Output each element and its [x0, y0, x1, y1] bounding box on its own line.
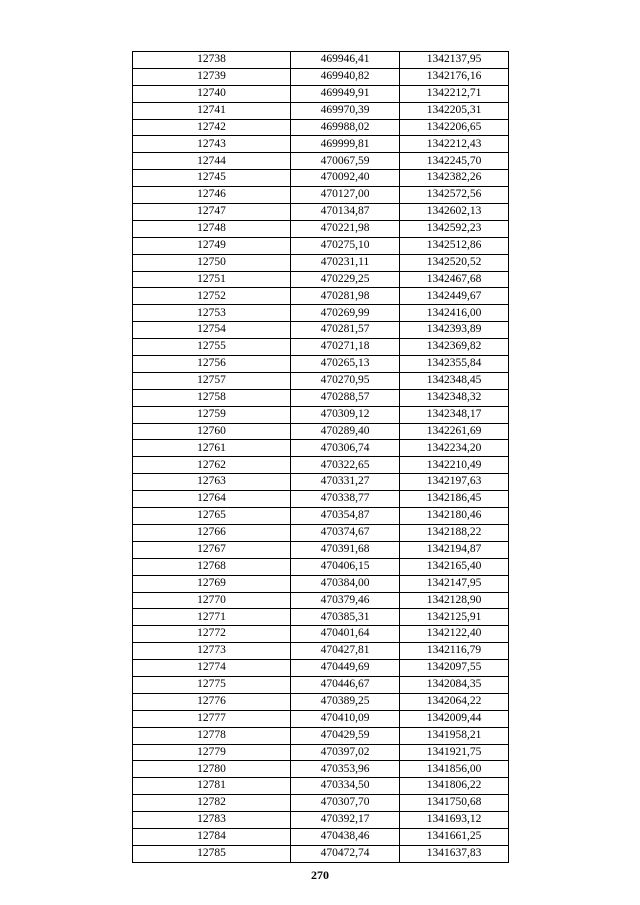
cell-point-id: 12761	[133, 440, 291, 457]
table-row	[133, 474, 509, 491]
cell-coordinate-y: 1342137,95	[400, 52, 509, 69]
cell-coordinate-x: 469949,91	[291, 85, 400, 102]
cell-coordinate-x: 470281,57	[291, 322, 400, 339]
cell-coordinate-x: 469946,41	[291, 52, 400, 69]
cell-coordinate-x: 470231,11	[291, 254, 400, 271]
cell-coordinate-x: 470306,74	[291, 440, 400, 457]
cell-coordinate-y: 1342512,86	[400, 237, 509, 254]
table-row	[133, 508, 509, 525]
cell-point-id: 12783	[133, 812, 291, 829]
cell-point-id: 12785	[133, 845, 291, 862]
table-row	[133, 778, 509, 795]
table-row	[133, 744, 509, 761]
coordinate-table-container	[132, 51, 508, 863]
table-row	[133, 727, 509, 744]
cell-coordinate-x: 470271,18	[291, 339, 400, 356]
cell-point-id: 12764	[133, 491, 291, 508]
cell-coordinate-y: 1341693,12	[400, 812, 509, 829]
cell-point-id: 12766	[133, 524, 291, 541]
cell-coordinate-x: 470134,87	[291, 204, 400, 221]
cell-coordinate-y: 1342128,90	[400, 592, 509, 609]
cell-coordinate-x: 470334,50	[291, 778, 400, 795]
cell-point-id: 12784	[133, 828, 291, 845]
cell-coordinate-y: 1342416,00	[400, 305, 509, 322]
cell-coordinate-y: 1342382,26	[400, 170, 509, 187]
cell-point-id: 12760	[133, 423, 291, 440]
cell-coordinate-x: 469970,39	[291, 102, 400, 119]
cell-point-id: 12755	[133, 339, 291, 356]
cell-coordinate-y: 1342348,32	[400, 389, 509, 406]
cell-coordinate-y: 1342602,13	[400, 204, 509, 221]
cell-coordinate-y: 1342449,67	[400, 288, 509, 305]
table-row	[133, 660, 509, 677]
table-row	[133, 136, 509, 153]
cell-coordinate-x: 470067,59	[291, 153, 400, 170]
cell-coordinate-y: 1342205,31	[400, 102, 509, 119]
cell-point-id: 12740	[133, 85, 291, 102]
cell-point-id: 12776	[133, 693, 291, 710]
cell-point-id: 12781	[133, 778, 291, 795]
cell-point-id: 12741	[133, 102, 291, 119]
cell-coordinate-y: 1342188,22	[400, 524, 509, 541]
table-row	[133, 592, 509, 609]
table-row	[133, 119, 509, 136]
cell-point-id: 12759	[133, 406, 291, 423]
table-row	[133, 237, 509, 254]
cell-point-id: 12758	[133, 389, 291, 406]
table-row	[133, 524, 509, 541]
cell-point-id: 12743	[133, 136, 291, 153]
cell-coordinate-y: 1342369,82	[400, 339, 509, 356]
cell-coordinate-x: 470401,64	[291, 626, 400, 643]
table-row	[133, 845, 509, 862]
cell-coordinate-x: 470331,27	[291, 474, 400, 491]
cell-coordinate-y: 1342261,69	[400, 423, 509, 440]
table-row	[133, 389, 509, 406]
cell-point-id: 12763	[133, 474, 291, 491]
cell-coordinate-x: 470322,65	[291, 457, 400, 474]
cell-coordinate-x: 470385,31	[291, 609, 400, 626]
cell-coordinate-x: 469999,81	[291, 136, 400, 153]
cell-point-id: 12773	[133, 643, 291, 660]
cell-coordinate-y: 1342212,71	[400, 85, 509, 102]
cell-point-id: 12744	[133, 153, 291, 170]
cell-point-id: 12767	[133, 541, 291, 558]
cell-coordinate-x: 470288,57	[291, 389, 400, 406]
cell-point-id: 12765	[133, 508, 291, 525]
cell-coordinate-y: 1342245,70	[400, 153, 509, 170]
cell-point-id: 12782	[133, 795, 291, 812]
cell-coordinate-y: 1342064,22	[400, 693, 509, 710]
cell-coordinate-y: 1342520,52	[400, 254, 509, 271]
cell-point-id: 12745	[133, 170, 291, 187]
cell-coordinate-y: 1341856,00	[400, 761, 509, 778]
table-row	[133, 187, 509, 204]
cell-point-id: 12780	[133, 761, 291, 778]
cell-coordinate-x: 470221,98	[291, 220, 400, 237]
cell-coordinate-x: 469940,82	[291, 68, 400, 85]
cell-coordinate-x: 470354,87	[291, 508, 400, 525]
cell-coordinate-x: 470229,25	[291, 271, 400, 288]
cell-point-id: 12738	[133, 52, 291, 69]
table-row	[133, 170, 509, 187]
table-row	[133, 85, 509, 102]
table-row	[133, 812, 509, 829]
cell-point-id: 12748	[133, 220, 291, 237]
table-row	[133, 575, 509, 592]
cell-coordinate-x: 470281,98	[291, 288, 400, 305]
cell-point-id: 12750	[133, 254, 291, 271]
table-row	[133, 693, 509, 710]
cell-coordinate-y: 1342009,44	[400, 710, 509, 727]
table-row	[133, 558, 509, 575]
cell-coordinate-y: 1342467,68	[400, 271, 509, 288]
table-row	[133, 710, 509, 727]
cell-coordinate-x: 470446,67	[291, 676, 400, 693]
cell-point-id: 12742	[133, 119, 291, 136]
cell-coordinate-y: 1341806,22	[400, 778, 509, 795]
table-row	[133, 643, 509, 660]
cell-coordinate-y: 1342176,16	[400, 68, 509, 85]
table-row	[133, 204, 509, 221]
table-row	[133, 271, 509, 288]
cell-coordinate-x: 470265,13	[291, 356, 400, 373]
cell-point-id: 12774	[133, 660, 291, 677]
cell-coordinate-x: 470397,02	[291, 744, 400, 761]
cell-point-id: 12770	[133, 592, 291, 609]
cell-point-id: 12777	[133, 710, 291, 727]
coordinate-table-body	[133, 52, 509, 863]
table-row	[133, 102, 509, 119]
coordinate-table	[132, 51, 509, 863]
cell-point-id: 12772	[133, 626, 291, 643]
cell-coordinate-y: 1342592,23	[400, 220, 509, 237]
cell-coordinate-y: 1342116,79	[400, 643, 509, 660]
cell-coordinate-y: 1342210,49	[400, 457, 509, 474]
cell-coordinate-y: 1342572,56	[400, 187, 509, 204]
cell-point-id: 12739	[133, 68, 291, 85]
cell-coordinate-y: 1342084,35	[400, 676, 509, 693]
cell-point-id: 12754	[133, 322, 291, 339]
cell-coordinate-x: 470429,59	[291, 727, 400, 744]
cell-coordinate-x: 470391,68	[291, 541, 400, 558]
cell-coordinate-y: 1341921,75	[400, 744, 509, 761]
table-row	[133, 626, 509, 643]
cell-point-id: 12751	[133, 271, 291, 288]
cell-coordinate-x: 470374,67	[291, 524, 400, 541]
cell-coordinate-y: 1342197,63	[400, 474, 509, 491]
table-row	[133, 457, 509, 474]
table-row	[133, 609, 509, 626]
cell-coordinate-y: 1342147,95	[400, 575, 509, 592]
cell-coordinate-y: 1342186,45	[400, 491, 509, 508]
cell-coordinate-x: 470427,81	[291, 643, 400, 660]
cell-point-id: 12747	[133, 204, 291, 221]
table-row	[133, 406, 509, 423]
cell-coordinate-x: 470449,69	[291, 660, 400, 677]
cell-coordinate-y: 1342125,91	[400, 609, 509, 626]
cell-coordinate-x: 470438,46	[291, 828, 400, 845]
cell-coordinate-y: 1342212,43	[400, 136, 509, 153]
cell-coordinate-y: 1341637,83	[400, 845, 509, 862]
table-row	[133, 372, 509, 389]
table-row	[133, 541, 509, 558]
cell-coordinate-x: 470289,40	[291, 423, 400, 440]
table-row	[133, 322, 509, 339]
cell-coordinate-x: 470392,17	[291, 812, 400, 829]
cell-coordinate-x: 470338,77	[291, 491, 400, 508]
table-row	[133, 356, 509, 373]
cell-coordinate-x: 470353,96	[291, 761, 400, 778]
cell-point-id: 12779	[133, 744, 291, 761]
cell-point-id: 12762	[133, 457, 291, 474]
cell-point-id: 12771	[133, 609, 291, 626]
cell-coordinate-x: 470384,00	[291, 575, 400, 592]
table-row	[133, 676, 509, 693]
cell-point-id: 12778	[133, 727, 291, 744]
table-row	[133, 254, 509, 271]
table-row	[133, 220, 509, 237]
cell-coordinate-x: 470275,10	[291, 237, 400, 254]
cell-coordinate-y: 1342348,17	[400, 406, 509, 423]
cell-point-id: 12756	[133, 356, 291, 373]
cell-point-id: 12757	[133, 372, 291, 389]
cell-coordinate-x: 470379,46	[291, 592, 400, 609]
cell-coordinate-x: 470307,70	[291, 795, 400, 812]
table-row	[133, 828, 509, 845]
page-number: 270	[311, 868, 329, 882]
table-row	[133, 52, 509, 69]
cell-coordinate-y: 1342180,46	[400, 508, 509, 525]
table-row	[133, 68, 509, 85]
table-row	[133, 440, 509, 457]
table-row	[133, 153, 509, 170]
cell-point-id: 12752	[133, 288, 291, 305]
cell-coordinate-x: 470406,15	[291, 558, 400, 575]
cell-coordinate-x: 470092,40	[291, 170, 400, 187]
table-row	[133, 288, 509, 305]
cell-coordinate-y: 1342355,84	[400, 356, 509, 373]
cell-coordinate-y: 1341958,21	[400, 727, 509, 744]
cell-point-id: 12746	[133, 187, 291, 204]
cell-coordinate-x: 470270,95	[291, 372, 400, 389]
cell-coordinate-y: 1342234,20	[400, 440, 509, 457]
cell-coordinate-y: 1341661,25	[400, 828, 509, 845]
cell-coordinate-y: 1342194,87	[400, 541, 509, 558]
table-row	[133, 423, 509, 440]
cell-coordinate-y: 1342165,40	[400, 558, 509, 575]
cell-coordinate-y: 1342206,65	[400, 119, 509, 136]
cell-point-id: 12753	[133, 305, 291, 322]
cell-coordinate-y: 1342122,40	[400, 626, 509, 643]
cell-point-id: 12749	[133, 237, 291, 254]
cell-point-id: 12768	[133, 558, 291, 575]
table-row	[133, 795, 509, 812]
cell-point-id: 12769	[133, 575, 291, 592]
cell-coordinate-x: 469988,02	[291, 119, 400, 136]
cell-coordinate-x: 470410,09	[291, 710, 400, 727]
table-row	[133, 339, 509, 356]
table-row	[133, 305, 509, 322]
cell-coordinate-x: 470127,00	[291, 187, 400, 204]
cell-coordinate-x: 470389,25	[291, 693, 400, 710]
cell-coordinate-x: 470269,99	[291, 305, 400, 322]
table-row	[133, 761, 509, 778]
cell-coordinate-y: 1342348,45	[400, 372, 509, 389]
cell-coordinate-y: 1342097,55	[400, 660, 509, 677]
cell-point-id: 12775	[133, 676, 291, 693]
cell-coordinate-x: 470309,12	[291, 406, 400, 423]
cell-coordinate-x: 470472,74	[291, 845, 400, 862]
cell-coordinate-y: 1342393,89	[400, 322, 509, 339]
table-row	[133, 491, 509, 508]
cell-coordinate-y: 1341750,68	[400, 795, 509, 812]
